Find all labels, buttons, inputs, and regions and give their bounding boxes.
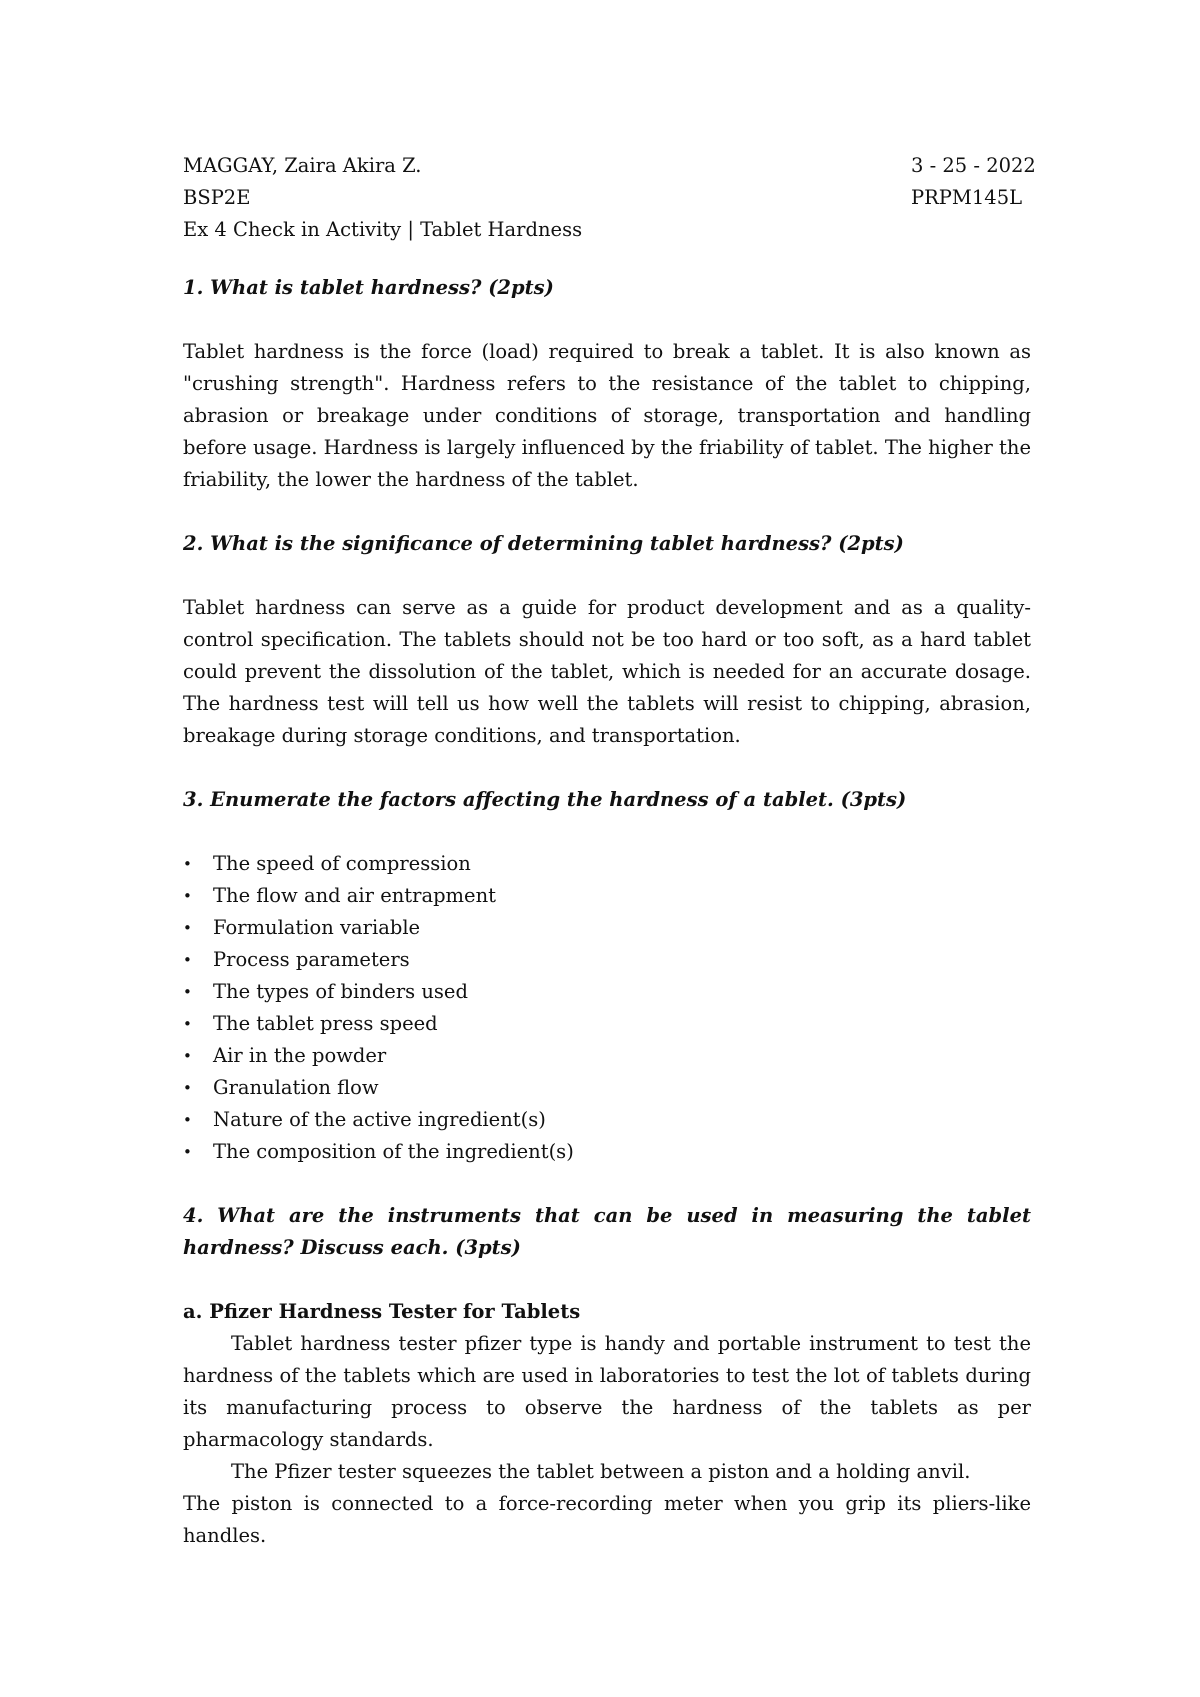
bullet-icon: • <box>183 1111 192 1129</box>
bullet-icon: • <box>183 1047 192 1065</box>
list-item <box>183 848 1031 880</box>
question-2: 2. What is the significance of determining tablet hardness? (2pts) <box>183 532 904 555</box>
document-header <box>183 150 1036 246</box>
answer-1: Tablet hardness is the force (load) required to break a tablet. It is also known as "crushing strength". Hardness refers to the resistance of the tablet to chipping, abrasion or breakage under conditions of storage, transportation and handling before usage. Hardness is largely influenced by the friability of tablet. The higher the friability, the lower the hardness of the tablet. <box>183 340 1031 491</box>
list-item-text: The composition of the ingredient(s) <box>213 1140 574 1163</box>
list-item <box>183 1136 1031 1168</box>
list-item <box>183 1040 1031 1072</box>
list-item <box>183 1104 1031 1136</box>
question-1: 1. What is tablet hardness? (2pts) <box>183 276 554 299</box>
header-row-1 <box>183 150 1036 182</box>
factors-list <box>183 848 1031 1168</box>
list-item <box>183 1072 1031 1104</box>
list-item <box>183 1008 1031 1040</box>
bullet-icon: • <box>183 1079 192 1097</box>
bullet-icon: • <box>183 951 192 969</box>
course-code: PRPM145L <box>911 186 1023 209</box>
bullet-icon: • <box>183 1015 192 1033</box>
list-item-text: Formulation variable <box>213 916 421 939</box>
answer-2: Tablet hardness can serve as a guide for product development and as a quality-control specification. The tablets should not be too hard or too soft, as a hard tablet could prevent the dissolution of the tablet, which is needed for an accurate dosage. The hardness test will tell us how well the tablets will resist to chipping, abrasion, breakage during storage conditions, and transportation. <box>183 596 1031 747</box>
header-row-2 <box>183 182 1031 214</box>
bullet-icon: • <box>183 919 192 937</box>
submission-date: 3 - 25 - 2022 <box>911 154 1036 177</box>
instrument-a-paragraph-1: Tablet hardness tester pfizer type is handy and portable instrument to test the hardness of the tablets which are used in laboratories to test the lot of tablets during its manufacturing process to observe the hardness of the tablets as per pharmacology standards. <box>183 1332 1031 1451</box>
student-section: BSP2E <box>183 186 251 209</box>
list-item-text: The flow and air entrapment <box>213 884 496 907</box>
instrument-a-paragraph-3: The piston is connected to a force-recording meter when you grip its pliers-like handles. <box>183 1492 1031 1547</box>
question-4: 4. What are the instruments that can be used in measuring the tablet hardness? Discuss each. (3pts) <box>183 1204 1031 1259</box>
bullet-icon: • <box>183 887 192 905</box>
bullet-icon: • <box>183 983 192 1001</box>
list-item <box>183 912 1031 944</box>
list-item-text: The types of binders used <box>213 980 468 1003</box>
bullet-icon: • <box>183 855 192 873</box>
instrument-a-paragraph-2: The Pfizer tester squeezes the tablet between a piston and a holding anvil. <box>231 1460 971 1483</box>
header-row-3 <box>183 214 1031 246</box>
list-item-text: The speed of compression <box>213 852 471 875</box>
document-page <box>183 150 1036 1552</box>
list-item <box>183 976 1031 1008</box>
list-item-text: The tablet press speed <box>213 1012 438 1035</box>
list-item-text: Granulation flow <box>213 1076 379 1099</box>
question-3: 3. Enumerate the factors affecting the hardness of a tablet. (3pts) <box>183 788 907 811</box>
activity-title: Ex 4 Check in Activity | Tablet Hardness <box>183 218 583 241</box>
list-item-text: Process parameters <box>213 948 410 971</box>
bullet-icon: • <box>183 1143 192 1161</box>
list-item <box>183 880 1031 912</box>
list-item <box>183 944 1031 976</box>
instrument-a-title: a. Pfizer Hardness Tester for Tablets <box>183 1300 581 1323</box>
list-item-text: Nature of the active ingredient(s) <box>213 1108 546 1131</box>
list-item-text: Air in the powder <box>213 1044 387 1067</box>
student-name: MAGGAY, Zaira Akira Z. <box>183 154 422 177</box>
